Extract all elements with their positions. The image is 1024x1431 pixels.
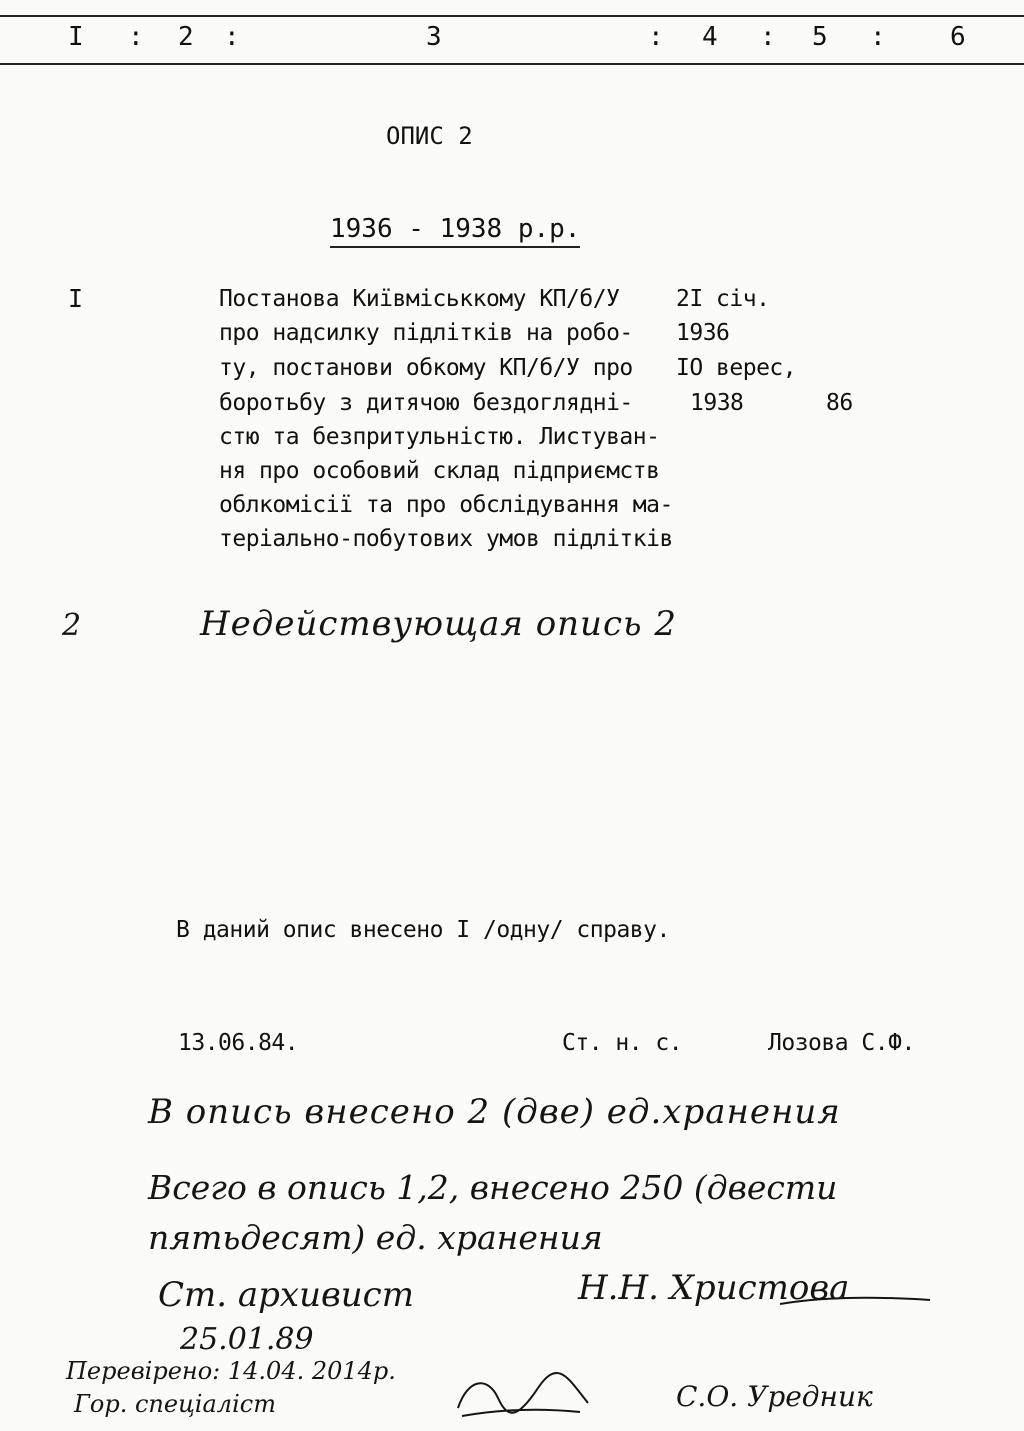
- verifier-role: Гор. спеціаліст: [74, 1390, 276, 1418]
- handwritten-note-line3: пятьдесят) ед. хранения: [148, 1218, 603, 1257]
- entry-number-handwritten: 2: [62, 608, 82, 643]
- handwritten-archivist-role: Ст. архивист: [158, 1275, 414, 1315]
- column-number-1: I: [68, 22, 84, 52]
- date-line: 2I січ.: [676, 286, 770, 312]
- page-title: ОПИС 2: [386, 122, 473, 150]
- description-line: облкомісії та про обслідування ма-: [219, 492, 673, 518]
- verifier-name: С.О. Уредник: [676, 1380, 873, 1413]
- column-separator: :: [128, 22, 144, 52]
- handwritten-note-line2: Всего в опись 1,2, внесено 250 (двести: [148, 1168, 838, 1207]
- description-line: теріально-побутових умов підлітків: [219, 526, 673, 552]
- column-number-6: 6: [950, 22, 966, 52]
- footer-position: Ст. н. с.: [562, 1030, 683, 1056]
- entry-sheets: 86: [826, 390, 853, 416]
- header-rule-bottom: [0, 63, 1024, 65]
- entry-description-handwritten: Недействующая опись 2: [200, 604, 677, 644]
- date-line: IO верес,: [676, 355, 797, 381]
- header-rule-top: [0, 15, 1024, 17]
- archivist-underline: [780, 1292, 940, 1312]
- description-line: Постанова Київміськкому КП/б/У: [219, 286, 620, 312]
- verified-note: Перевірено: 14.04. 2014р.: [66, 1357, 396, 1385]
- column-separator: :: [760, 22, 776, 52]
- description-line: боротьбу з дитячою бездоглядні-: [219, 390, 633, 416]
- column-number-2: 2: [178, 22, 194, 52]
- date-line: 1938: [690, 390, 744, 416]
- description-line: про надсилку підлітків на робо-: [219, 320, 633, 346]
- column-separator: :: [648, 22, 664, 52]
- summary-text: В даний опис внесено I /одну/ справу.: [176, 917, 670, 943]
- date-line: 1936: [676, 320, 730, 346]
- footer-name: Лозова С.Ф.: [768, 1030, 915, 1056]
- description-line: ня про особовий склад підприємств: [219, 458, 660, 484]
- year-range: 1936 - 1938 р.р.: [330, 214, 580, 248]
- handwritten-archivist-name: Н.Н. Христова: [578, 1268, 850, 1308]
- footer-date: 13.06.84.: [178, 1030, 299, 1056]
- entry-number: I: [68, 284, 83, 313]
- description-line: стю та безпритульністю. Листуван-: [219, 424, 660, 450]
- handwritten-date: 25.01.89: [180, 1322, 314, 1357]
- column-number-5: 5: [812, 22, 828, 52]
- description-line: ту, постанови обкому КП/б/У про: [219, 355, 633, 381]
- column-separator: :: [870, 22, 886, 52]
- column-separator: :: [224, 22, 240, 52]
- column-number-4: 4: [702, 22, 718, 52]
- handwritten-note-line1: В опись внесено 2 (две) ед.хранения: [148, 1092, 841, 1132]
- column-number-3: 3: [426, 22, 442, 52]
- signature-scribble: [448, 1368, 598, 1428]
